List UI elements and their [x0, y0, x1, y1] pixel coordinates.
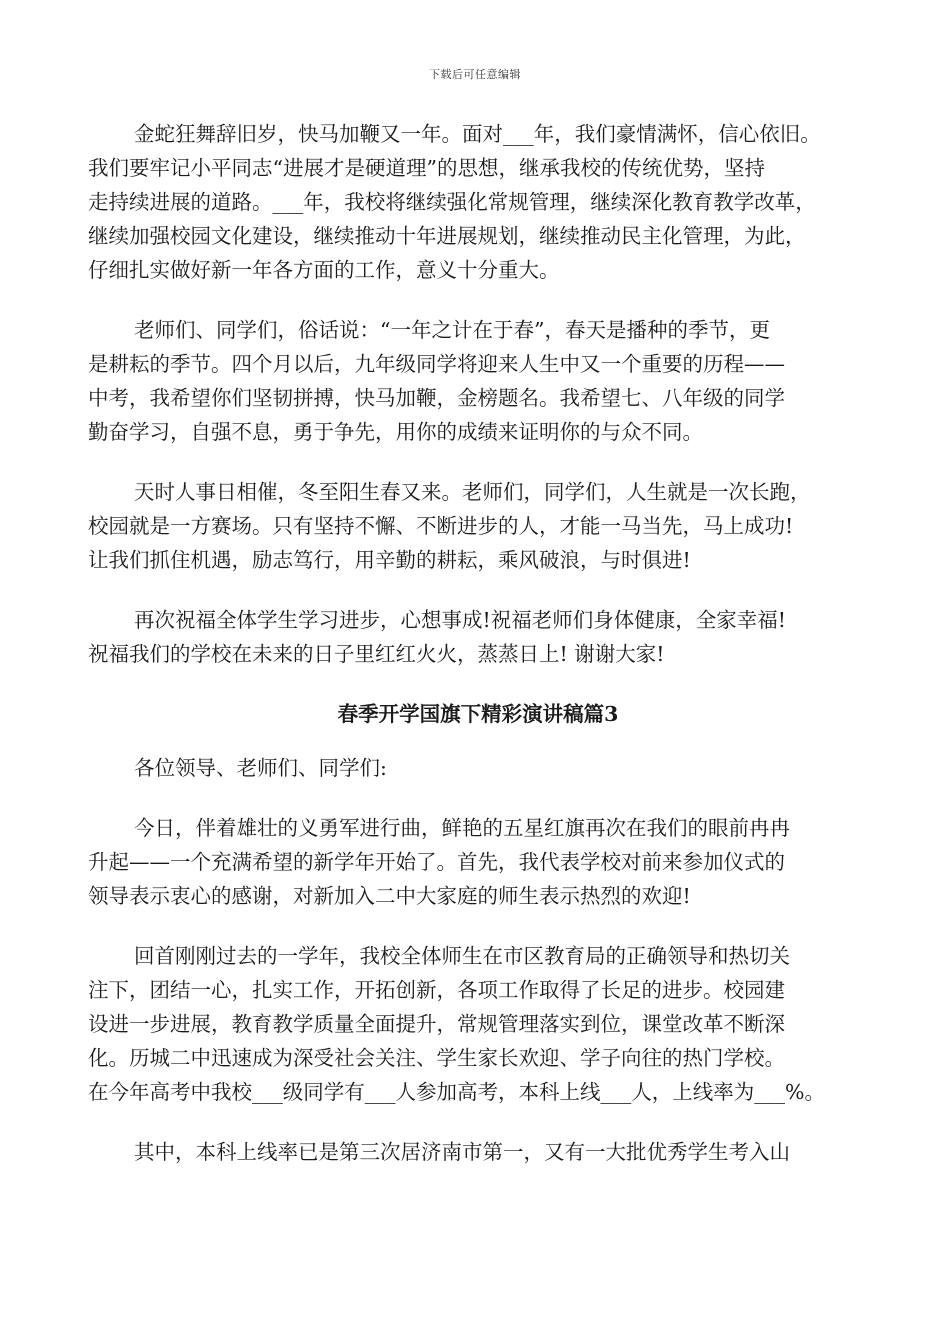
text-line: 是耕耘的季节。四个月以后，九年级同学将迎来人生中又一个重要的历程——	[88, 352, 785, 376]
text-line: 注下，团结一心，扎实工作，开拓创新，各项工作取得了长足的进步。校园建	[88, 978, 785, 1002]
text-line: 各位领导、老师们、同学们:	[134, 756, 387, 780]
text-line: 仔细扎实做好新一年各方面的工作，意义十分重大。	[88, 258, 560, 282]
text-line: 继续加强校园文化建设，继续推动十年进展规划，继续推动民主化管理，为此，	[88, 224, 806, 248]
text-line: 化。历城二中迅速成为深受社会关注、学生家长欢迎、学子向往的热门学校。	[88, 1046, 785, 1070]
text-line: 在今年高考中我校___级同学有___人参加高考，本科上线___人，上线率为___%。	[88, 1080, 825, 1104]
paragraph	[88, 751, 868, 785]
paragraph	[88, 117, 868, 287]
paragraph	[88, 313, 868, 449]
text-line: 再次祝福全体学生学习进步，心想事成!祝福老师们身体健康，全家幸福!	[134, 608, 786, 632]
text-line: 设进一步进展，教育教学质量全面提升，常规管理落实到位，课堂改革不断深	[88, 1012, 785, 1036]
text-line: 勤奋学习，自强不息，勇于争先，用你的成绩来证明你的与众不同。	[88, 420, 703, 444]
text-line: 老师们、同学们，俗话说：“一年之计在于春”，春天是播种的季节，更	[134, 318, 770, 342]
text-line: 让我们抓住机遇，励志笃行，用辛勤的耕耘，乘风破浪，与时俱进!	[88, 548, 691, 572]
text-line: 回首刚刚过去的一学年，我校全体师生在市区教育局的正确领导和热切关	[134, 944, 790, 968]
text-line: 走持续进展的道路。___年，我校将继续强化常规管理，继续深化教育教学改革，	[88, 190, 816, 214]
text-line: 祝福我们的学校在未来的日子里红红火火，蒸蒸日上! 谢谢大家!	[88, 642, 665, 666]
page-header: 下载后可任意编辑	[429, 68, 521, 81]
paragraph	[88, 939, 868, 1109]
section-title: 春季开学国旗下精彩演讲稿篇3	[337, 702, 619, 726]
text-line: 升起——一个充满希望的新学年开始了。首先，我代表学校对前来参加仪式的	[88, 850, 785, 874]
text-line: 今日，伴着雄壮的义勇军进行曲，鲜艳的五星红旗再次在我们的眼前冉冉	[134, 816, 790, 840]
text-line: 其中，本科上线率已是第三次居济南市第一，又有一大批优秀学生考入山	[134, 1140, 790, 1164]
text-line: 天时人事日相催，冬至阳生春又来。老师们，同学们，人生就是一次长跑，	[134, 480, 811, 504]
paragraph	[88, 811, 868, 913]
document-body	[88, 117, 868, 1195]
text-line: 我们要牢记小平同志“进展才是硬道理”的思想，继承我校的传统优势，坚持	[88, 156, 765, 180]
paragraph	[88, 1135, 868, 1169]
paragraph	[88, 603, 868, 671]
text-line: 校园就是一方赛场。只有坚持不懈、不断进步的人，才能一马当先，马上成功!	[88, 514, 794, 538]
paragraph	[88, 475, 868, 577]
paragraphs-before	[88, 117, 868, 671]
text-line: 领导表示衷心的感谢，对新加入二中大家庭的师生表示热烈的欢迎!	[88, 884, 691, 908]
text-line: 金蛇狂舞辞旧岁，快马加鞭又一年。面对___年，我们豪情满怀，信心依旧。	[134, 122, 821, 146]
paragraphs-after	[88, 751, 868, 1169]
text-line: 中考，我希望你们坚韧拼搏，快马加鞭，金榜题名。我希望七、八年级的同学	[88, 386, 785, 410]
